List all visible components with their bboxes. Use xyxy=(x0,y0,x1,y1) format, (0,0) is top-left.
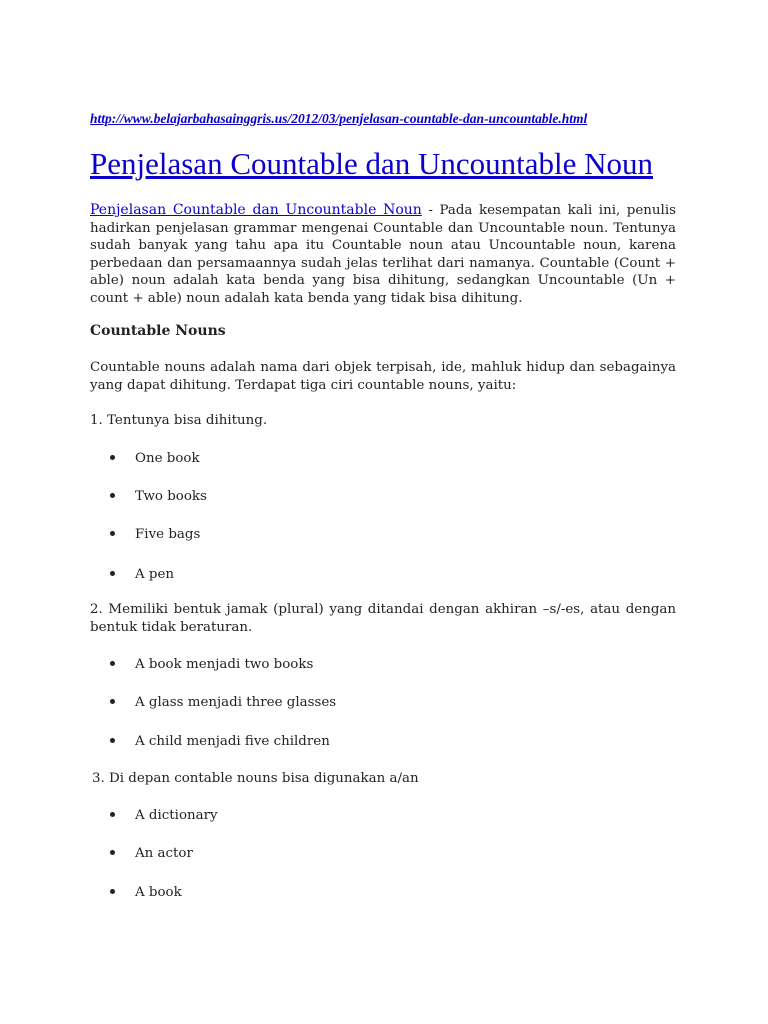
source-url-link[interactable]: http://www.belajarbahasainggris.us/2012/03/penjelasan-countable-dan-uncountable.html xyxy=(90,111,588,126)
bullet-icon xyxy=(110,661,115,666)
list-item-text: Two books xyxy=(135,489,207,504)
bullet-icon xyxy=(110,699,115,704)
rule-1: 1. Tentunya bisa dihitung. xyxy=(90,413,268,428)
bullet-icon xyxy=(110,812,115,817)
intro-paragraph xyxy=(90,202,676,308)
bullet-icon xyxy=(110,571,115,576)
list-item xyxy=(110,526,200,544)
list-item xyxy=(110,450,200,468)
list-item-text: A book menjadi two books xyxy=(135,657,314,672)
page-title-link[interactable]: Penjelasan Countable dan Uncountable Noun xyxy=(90,146,654,181)
list-item xyxy=(110,656,313,674)
list-item xyxy=(110,807,218,825)
bullet-icon xyxy=(110,455,115,460)
list-item xyxy=(110,694,336,712)
list-item-text: A pen xyxy=(135,567,175,582)
list-item xyxy=(110,488,207,506)
list-item xyxy=(110,733,330,751)
list-item xyxy=(110,884,182,902)
list-item-text: One book xyxy=(135,451,200,466)
countable-paragraph: Countable nouns adalah nama dari objek terpisah, ide, mahluk hidup dan sebagainya yang dapat dihitung. Terdapat tiga ciri countable nouns, yaitu: xyxy=(90,360,676,393)
bullet-icon xyxy=(110,493,115,498)
list-item-text: A glass menjadi three glasses xyxy=(135,695,337,710)
list-item xyxy=(110,845,193,863)
list-item-text: An actor xyxy=(135,846,193,861)
bullet-icon xyxy=(110,531,115,536)
list-item-text: A book xyxy=(135,885,182,900)
list-item xyxy=(110,566,174,584)
list-item-text: Five bags xyxy=(135,527,201,542)
bullet-icon xyxy=(110,889,115,894)
intro-text: - Pada kesempatan kali ini, penulis hadirkan penjelasan grammar mengenai Countable dan Uncountable noun. Tentunya sudah banyak yang tahu apa itu Countable noun atau Uncountable noun, karena perbedaan dan persamaannya sudah jelas terlihat dari namanya. Countable (Count + able) noun adalah kata benda yang bisa dihitung, sedangkan Uncountable (Un + count + able) noun adalah kata benda yang tidak bisa dihitung. xyxy=(90,203,676,306)
rule-3: 3. Di depan contable nouns bisa digunakan a/an xyxy=(92,771,419,786)
rule-2: 2. Memiliki bentuk jamak (plural) yang ditandai dengan akhiran –s/-es, atau dengan bentuk tidak beraturan. xyxy=(90,602,676,635)
intro-title-link[interactable]: Penjelasan Countable dan Uncountable Noun xyxy=(90,202,422,218)
list-item-text: A child menjadi five children xyxy=(135,734,330,749)
list-item-text: A dictionary xyxy=(135,808,218,823)
section-heading: Countable Nouns xyxy=(90,323,226,339)
bullet-icon xyxy=(110,850,115,855)
bullet-icon xyxy=(110,738,115,743)
